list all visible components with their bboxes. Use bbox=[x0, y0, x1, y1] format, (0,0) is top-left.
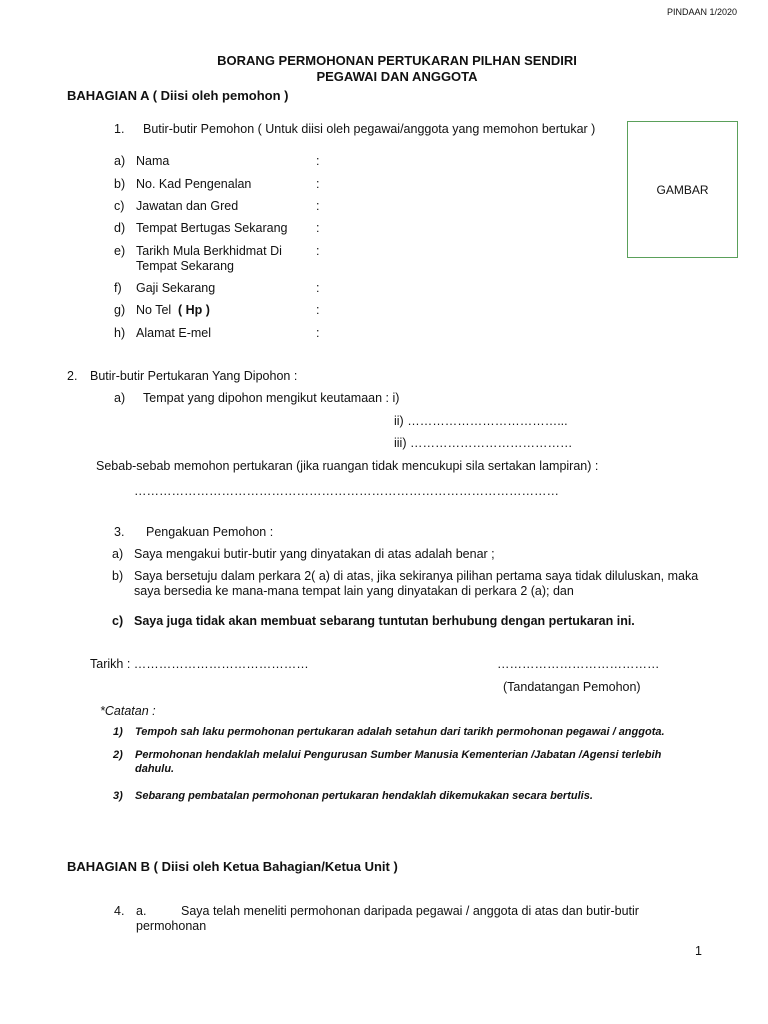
field-letter: h) bbox=[114, 326, 126, 340]
page-number: 1 bbox=[695, 944, 702, 958]
item4-number: 4. bbox=[114, 904, 125, 918]
field-colon: : bbox=[316, 244, 320, 258]
field-colon: : bbox=[316, 154, 320, 168]
photo-label: GAMBAR bbox=[656, 183, 709, 197]
field-start-date-label: Tarikh Mula Berkhidmat Di bbox=[136, 244, 282, 258]
item3b-text-1: Saya bersetuju dalam perkara 2( a) di atas, jika sekiranya pilihan pertama saya tidak diluluskan, maka bbox=[134, 569, 699, 583]
field-name-label: Nama bbox=[136, 154, 170, 168]
field-colon: : bbox=[316, 326, 320, 340]
field-start-date-label-2: Tempat Sekarang bbox=[136, 259, 234, 273]
field-position-label: Jawatan dan Gred bbox=[136, 199, 239, 213]
item2-number: 2. bbox=[67, 369, 78, 383]
item4-text-2: permohonan bbox=[136, 919, 207, 933]
field-colon: : bbox=[316, 303, 320, 317]
item2a-text: Tempat yang dipohon mengikut keutamaan : i) bbox=[143, 391, 400, 405]
item3a-text: Saya mengakui butir-butir yang dinyatakan di atas adalah benar ; bbox=[134, 547, 495, 561]
form-title-line2: PEGAWAI DAN ANGGOTA bbox=[316, 69, 478, 84]
signature-line: ………………………………… bbox=[497, 657, 660, 671]
item3b-text-2: saya bersedia ke mana-mana tempat lain yang dinyatakan di perkara 2 (a); dan bbox=[134, 584, 574, 598]
photo-box bbox=[627, 121, 738, 258]
field-letter: f) bbox=[114, 281, 122, 295]
section-b-heading: BAHAGIAN B ( Diisi oleh Ketua Bahagian/Ketua Unit ) bbox=[67, 859, 398, 874]
choice-iii-line: iii) ………………………………… bbox=[394, 436, 573, 450]
item3a-letter: a) bbox=[112, 547, 124, 561]
note-text-cont: dahulu. bbox=[135, 763, 175, 775]
reasons-line: ………………………………………………………………………………………… bbox=[134, 484, 559, 498]
field-colon: : bbox=[316, 281, 320, 295]
item2-text: Butir-butir Pertukaran Yang Dipohon : bbox=[90, 369, 298, 383]
item3b-letter: b) bbox=[112, 569, 124, 583]
item3-number: 3. bbox=[114, 525, 125, 539]
form-title-line1: BORANG PERMOHONAN PERTUKARAN PILHAN SENDIRI bbox=[217, 53, 577, 68]
field-letter: d) bbox=[114, 221, 126, 235]
field-workplace-label: Tempat Bertugas Sekarang bbox=[136, 221, 288, 235]
signature-label: (Tandatangan Pemohon) bbox=[503, 680, 641, 694]
field-letter: c) bbox=[114, 199, 125, 213]
field-phone-label-bold: ( Hp ) bbox=[178, 303, 210, 317]
note-text: Sebarang pembatalan permohonan pertukaran hendaklah dikemukakan secara bertulis. bbox=[135, 790, 593, 802]
item4-letter: a. bbox=[136, 904, 147, 918]
note-number: 2) bbox=[113, 749, 123, 761]
item2a-letter: a) bbox=[114, 391, 126, 405]
field-letter: b) bbox=[114, 177, 126, 191]
choice-ii-line: ii) ………………………………... bbox=[394, 414, 568, 428]
item3c-letter: c) bbox=[112, 614, 124, 628]
item1-number: 1. bbox=[114, 122, 125, 136]
reasons-label: Sebab-sebab memohon pertukaran (jika ruangan tidak mencukupi sila sertakan lampiran) : bbox=[96, 459, 599, 473]
note-text: Tempoh sah laku permohonan pertukaran adalah setahun dari tarikh permohonan pegawai / anggota. bbox=[135, 726, 665, 738]
section-a-heading: BAHAGIAN A ( Diisi oleh pemohon ) bbox=[67, 88, 289, 103]
field-letter: e) bbox=[114, 244, 126, 258]
note-number: 1) bbox=[113, 726, 123, 738]
note-number: 3) bbox=[113, 790, 123, 802]
field-letter: a) bbox=[114, 154, 126, 168]
field-ic-label: No. Kad Pengenalan bbox=[136, 177, 252, 191]
field-email-label: Alamat E-mel bbox=[136, 326, 212, 340]
item3-text: Pengakuan Pemohon : bbox=[146, 525, 274, 539]
amendment-code: PINDAAN 1/2020 bbox=[667, 7, 738, 17]
note-text: Permohonan hendaklah melalui Pengurusan Sumber Manusia Kementerian /Jabatan /Agensi terlebih bbox=[135, 749, 662, 761]
field-letter: g) bbox=[114, 303, 126, 317]
notes-heading: *Catatan : bbox=[100, 704, 156, 718]
field-colon: : bbox=[316, 177, 320, 191]
field-phone-label: No Tel bbox=[136, 303, 172, 317]
field-colon: : bbox=[316, 199, 320, 213]
field-salary-label: Gaji Sekarang bbox=[136, 281, 216, 295]
item3c-text: Saya juga tidak akan membuat sebarang tuntutan berhubung dengan pertukaran ini. bbox=[134, 614, 635, 628]
item1-text: Butir-butir Pemohon ( Untuk diisi oleh pegawai/anggota yang memohon bertukar ) bbox=[143, 122, 596, 136]
date-field: Tarikh : …………………………………… bbox=[90, 657, 309, 671]
field-colon: : bbox=[316, 221, 320, 235]
item4-text-1: Saya telah meneliti permohonan daripada pegawai / anggota di atas dan butir-butir bbox=[181, 904, 639, 918]
